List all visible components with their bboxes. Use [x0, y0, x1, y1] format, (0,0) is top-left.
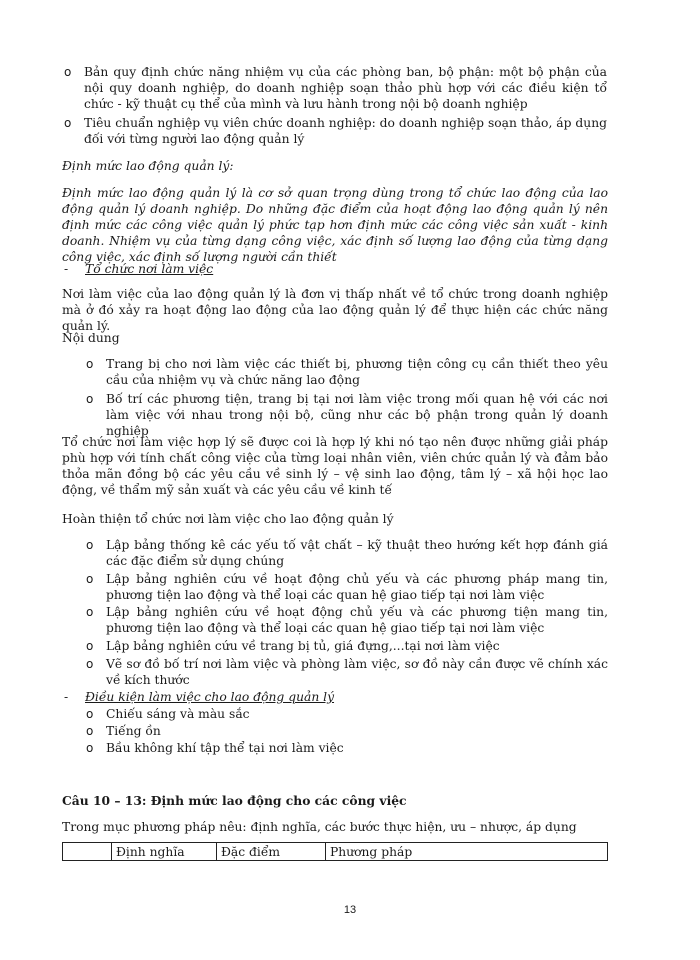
list-item: Lập bảng nghiên cứu về hoạt động chủ yếu và các phương tiện mang tin, phương tiện lao động và thể loại các quan hệ giao tiếp tại nơi làm việc	[106, 605, 608, 635]
section-heading-to-chuc: Tổ chức nơi làm việc	[85, 262, 214, 276]
section-heading-dieu-kien: Điều kiện làm việc cho lao động quản lý	[85, 690, 335, 704]
list-item: Bản quy định chức năng nhiệm vụ của các phòng ban, bộ phận: một bộ phận của nội quy doanh nghiệp, do doanh nghiệp soạn thảo phù hợp với các điều kiện tổ chức - kỹ thuật cụ thể của mình và lưu hành trong nội bộ doanh nghiệp	[84, 65, 607, 111]
table-cell-empty	[63, 843, 112, 861]
list-item: Lập bảng thống kê các yếu tố vật chất – kỹ thuật theo hướng kết hợp đánh giá các đặc điểm sử dụng chúng	[106, 538, 608, 568]
table-header-dac-diem: Đặc điểm	[217, 843, 326, 861]
list-item: Bố trí các phương tiện, trang bị tại nơi làm việc trong mối quan hệ với các nơi làm việc với nhau trong nội bộ, cũng như các bộ phận trong quản lý doanh nghiệp	[106, 392, 608, 438]
table-row	[63, 843, 608, 861]
definition-table	[62, 842, 608, 861]
list-bullet: o	[64, 65, 72, 79]
dash-marker: -	[64, 690, 69, 704]
section-heading-dinh-muc: Định mức lao động quản lý:	[62, 159, 234, 173]
list-item: Tiêu chuẩn nghiệp vụ viên chức doanh nghiệp: do doanh nghiệp soạn thảo, áp dụng đối với từng người lao động quản lý	[84, 116, 607, 146]
table-header-dinh-nghia: Định nghĩa	[112, 843, 217, 861]
list-bullet: o	[86, 572, 94, 586]
list-item: Vẽ sơ đồ bố trí nơi làm việc và phòng làm việc, sơ đồ này cần được vẽ chính xác về kích thước	[106, 657, 608, 687]
list-bullet: o	[64, 116, 72, 130]
page-number: 13	[343, 904, 357, 916]
list-bullet: o	[86, 357, 94, 371]
list-item: Chiếu sáng và màu sắc	[106, 707, 250, 721]
noi-lam-viec-paragraph: Nơi làm việc của lao động quản lý là đơn vị thấp nhất về tổ chức trong doanh nghiệp mà ở đó xảy ra hoạt động lao động của lao động quản lý để thực hiện các chức năng quản lý.	[62, 287, 608, 333]
table-header-phuong-phap: Phương pháp	[326, 843, 608, 861]
list-item: Bầu không khí tập thể tại nơi làm việc	[106, 741, 344, 755]
noi-dung-label: Nội dung	[62, 331, 120, 345]
list-bullet: o	[86, 657, 94, 671]
dinh-muc-paragraph: Định mức lao động quản lý là cơ sở quan trọng dùng trong tổ chức lao động của lao động quản lý doanh nghiệp. Do những đặc điểm của hoạt động lao động quản lý nên định mức các công việc quản lý phức tạp hơn định mức các công việc sản xuất - kinh doanh. Nhiệm vụ của từng dạng công việc, xác định số lượng lao động của từng dạng công việc, xác định số lượng người cần thiết	[62, 186, 608, 264]
list-bullet: o	[86, 392, 94, 406]
list-bullet: o	[86, 724, 94, 738]
list-bullet: o	[86, 639, 94, 653]
instruction-line: Trong mục phương pháp nêu: định nghĩa, các bước thực hiện, ưu – nhược, áp dụng	[62, 820, 577, 834]
hoan-thien-label: Hoàn thiện tổ chức nơi làm việc cho lao động quản lý	[62, 512, 394, 526]
list-item: Tiếng ồn	[106, 724, 161, 738]
list-bullet: o	[86, 538, 94, 552]
question-heading: Câu 10 – 13: Định mức lao động cho các công việc	[62, 793, 407, 808]
hop-ly-paragraph: Tổ chức nơi làm việc hợp lý sẽ được coi là hợp lý khi nó tạo nên được những giải pháp phù hợp với tính chất công việc của từng loại nhân viên, viên chức quản lý và đảm bảo thỏa mãn đồng bộ các yêu cầu về sinh lý – vệ sinh lao động, tâm lý – xã hội học lao động, về thẩm mỹ sản xuất và các yêu cầu về kinh tế	[62, 435, 608, 497]
list-bullet: o	[86, 741, 94, 755]
dash-marker: -	[64, 262, 69, 276]
list-item: Trang bị cho nơi làm việc các thiết bị, phương tiện công cụ cần thiết theo yêu cầu của nhiệm vụ và chức năng lao động	[106, 357, 608, 387]
list-item: Lập bảng nghiên cứu về trang bị tủ, giá đựng,...tại nơi làm việc	[106, 639, 500, 653]
list-bullet: o	[86, 605, 94, 619]
list-bullet: o	[86, 707, 94, 721]
list-item: Lập bảng nghiên cứu về hoạt động chủ yếu và các phương pháp mang tin, phương tiện lao động và thể loại các quan hệ giao tiếp tại nơi làm việc	[106, 572, 608, 602]
